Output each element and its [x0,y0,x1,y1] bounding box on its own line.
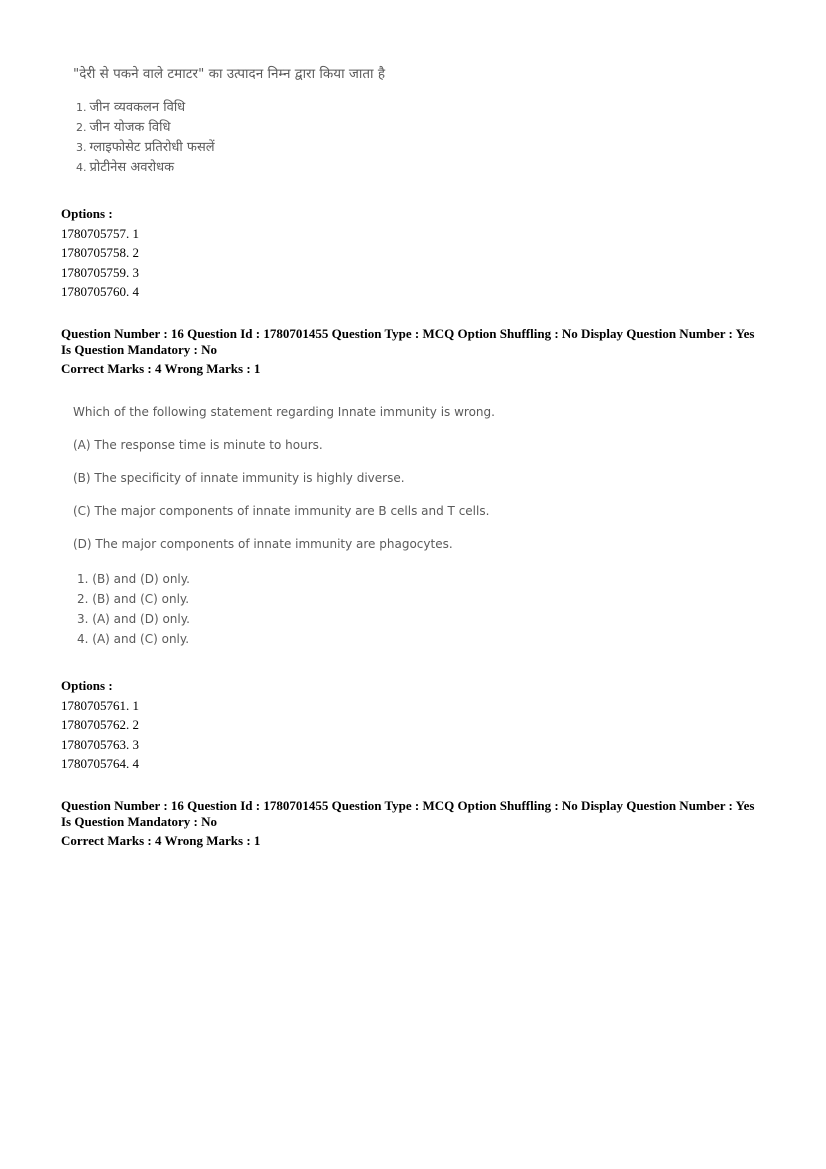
option-row: 1780705762. 2 [61,717,139,732]
question-16-options [61,676,139,774]
question-meta-line: Question Number : 16 Question Id : 1780701455 Question Type : MCQ Option Shuffling : No Display Question Number : Yes [61,326,755,341]
question-16-meta [61,326,781,377]
question-meta-line: Question Number : 16 Question Id : 1780701455 Question Type : MCQ Option Shuffling : No Display Question Number : Yes [61,798,755,813]
marks-line: Correct Marks : 4 Wrong Marks : 1 [61,833,261,848]
marks-line: Correct Marks : 4 Wrong Marks : 1 [61,361,261,376]
question-15-image [70,64,490,178]
question-16-text: Which of the following statement regarding Innate immunity is wrong. [73,405,495,419]
options-label: Options : [61,678,113,693]
question-16-image [73,404,543,649]
mandatory-line: Is Question Mandatory : No [61,814,218,829]
option-row: 1780705757. 1 [61,225,139,241]
option-row: 1780705761. 1 [61,697,139,713]
choice-item: 2. जीन योजक विधि [76,120,171,135]
question-15-choices [70,98,490,178]
options-label: Options : [61,206,113,221]
choice-item: 1. (B) and (D) only. [77,572,190,586]
option-row: 1780705760. 4 [61,284,139,299]
choice-item: 3. (A) and (D) only. [77,612,190,626]
statement: (D) The major components of innate immunity are phagocytes. [73,537,453,551]
question-15-text: "देरी से पकने वाले टमाटर" का उत्पादन निम्न द्वारा किया जाता है [73,66,386,82]
choice-item: 3. ग्लाइफोसेट प्रतिरोधी फसलें [76,140,215,155]
statement: (C) The major components of innate immunity are B cells and T cells. [73,504,490,518]
statement: (B) The specificity of innate immunity is highly diverse. [73,471,405,485]
option-row: 1780705764. 4 [61,756,139,771]
option-row: 1780705763. 3 [61,736,139,752]
choice-item: 2. (B) and (C) only. [77,592,190,606]
choice-item: 4. (A) and (C) only. [77,632,190,646]
question-17-meta [61,798,781,849]
question-16-choices [73,569,543,649]
choice-item: 4. प्रोटीनेस अवरोधक [76,160,175,175]
statement: (A) The response time is minute to hours. [73,438,323,452]
mandatory-line: Is Question Mandatory : No [61,342,218,357]
option-row: 1780705758. 2 [61,245,139,260]
choice-item: 1. जीन व्यवकलन विधि [76,100,186,115]
question-15-options [61,204,139,302]
option-row: 1780705759. 3 [61,264,139,280]
